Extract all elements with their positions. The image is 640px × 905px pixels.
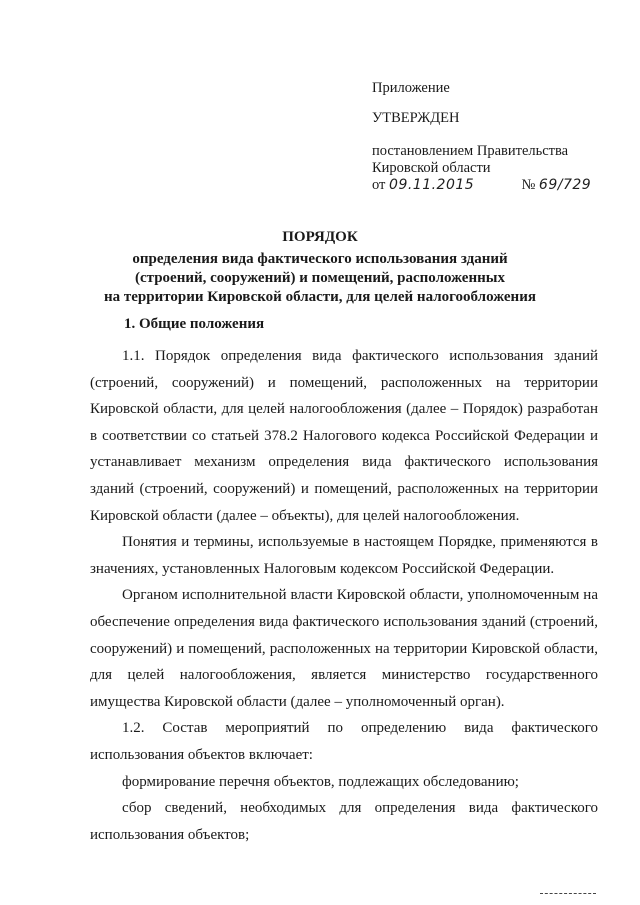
title-main: ПОРЯДОК xyxy=(282,229,358,245)
paragraph: сбор сведений, необходимых для определения вида фактического использования объектов; xyxy=(90,800,598,843)
approved-label: УТВЕРЖДЕН xyxy=(372,110,460,126)
paragraph: формирование перечня объектов, подлежащих обследованию; xyxy=(122,773,519,790)
decree-line-1: постановлением Правительства xyxy=(372,143,569,159)
decree-line-2: Кировской области xyxy=(372,160,491,176)
title-line-3: на территории Кировской области, для целей налогообложения xyxy=(104,289,536,305)
section-heading: 1. Общие положения xyxy=(124,316,265,332)
section-body xyxy=(90,343,598,848)
date-number-line xyxy=(372,177,591,194)
footer-divider xyxy=(540,893,596,894)
number-value: 69/729 xyxy=(538,177,592,193)
document-title xyxy=(90,228,550,307)
number-prefix: № xyxy=(521,177,536,193)
date-prefix: от xyxy=(372,177,386,193)
title-line-1: определения вида фактического использования зданий xyxy=(132,251,508,267)
title-line-2: (строений, сооружений) и помещений, расположенных xyxy=(135,270,505,286)
date-value: 09.11.2015 xyxy=(389,177,475,193)
paragraph: Понятия и термины, используемые в настоящем Порядке, применяются в значениях, установленных Налоговым кодексом Российской Федерации. xyxy=(90,534,598,577)
paragraph: 1.2. Состав мероприятий по определению вида фактического использования объектов включает: xyxy=(90,720,598,763)
paragraph: Органом исполнительной власти Кировской области, уполномоченным на обеспечение определения вида фактического использования зданий (строений, сооружений) и помещений, расположенных на территории Кировской области, для целей налогообложения, является министерство государственного имущества Кировской области (далее – уполномоченный орган). xyxy=(90,587,598,710)
appendix-label: Приложение xyxy=(372,80,450,96)
paragraph: 1.1. Порядок определения вида фактического использования зданий (строений, сооружений) и помещений, расположенных на территории Кировской области, для целей налогообложения (далее – Порядок) разработан в соответствии со статьей 378.2 Налогового кодекса Российской Федерации и устанавливает механизм определения вида фактического использования зданий (строений, сооружений) и помещений, расположенных на территории Кировской области (далее – объекты), для целей налогообложения. xyxy=(90,348,598,524)
